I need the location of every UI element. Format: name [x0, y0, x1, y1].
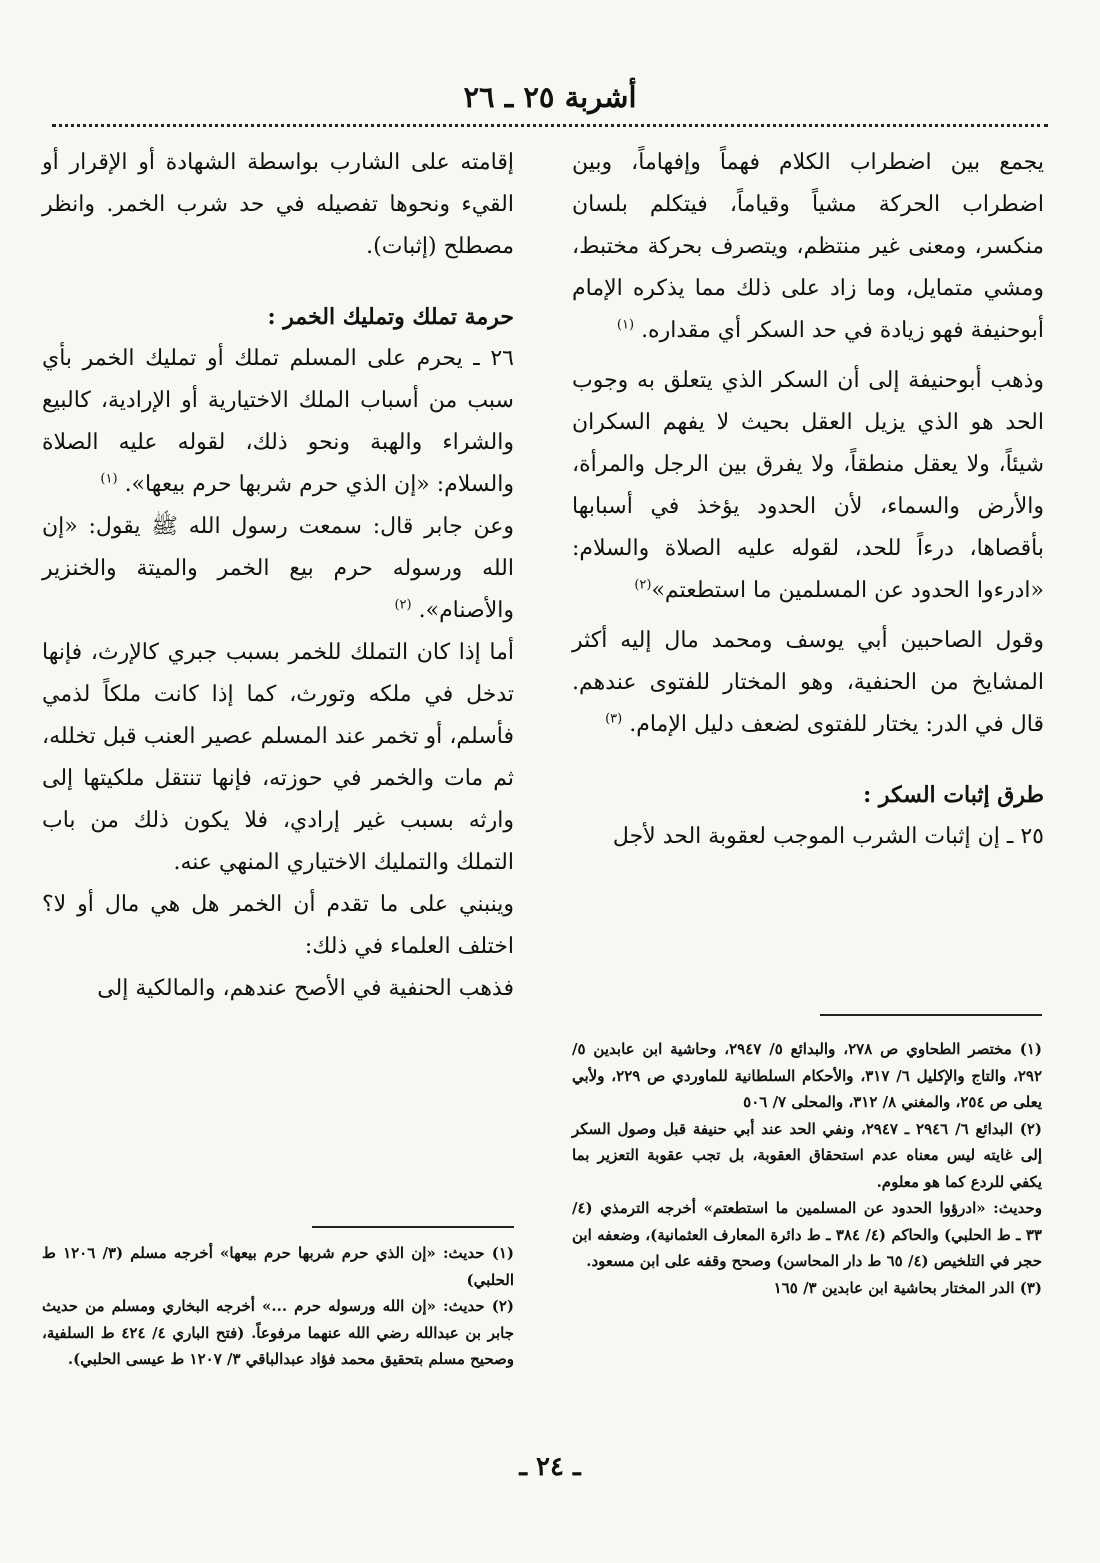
- footnote-divider-left: [312, 1226, 514, 1228]
- page-header: أشربة ٢٥ ـ ٢٦: [463, 80, 637, 114]
- right-paragraph-1-text: يجمع بين اضطراب الكلام فهماً وإفهاماً، وبين اضطراب الحركة مشياً وقياماً، فيتكلم بلسان منكسر، ومعنى غير منتظم، ويتصرف بحركة مختبط، ومشي متمايل، وما زاد على ذلك مما يذكره الإمام أبوحنيفة فهو زيادة في حد السكر أي مقداره.: [572, 150, 1044, 343]
- left-column: [42, 142, 514, 1010]
- section-heading-wine-ownership: حرمة تملك وتمليك الخمر :: [267, 304, 514, 330]
- footnote-left-1: (١) حديث: «إن الذي حرم شربها حرم بيعها» أخرجه مسلم (٣/ ١٢٠٦ ط الحلبي): [42, 1244, 514, 1289]
- left-paragraph-2-text: ٢٦ ـ يحرم على المسلم تملك أو تمليك الخمر بأي سبب من أسباب الملك الاختيارية أو الإرادية، كالبيع والشراء والهبة ونحو ذلك، لقوله عليه الصلاة والسلام: «إن الذي حرم شربها حرم بيعها».: [42, 346, 514, 497]
- footnotes-right: [572, 1036, 1042, 1301]
- right-paragraph-3: [572, 620, 1044, 746]
- left-paragraph-4: أما إذا كان التملك للخمر بسبب جبري كالإرث، فإنها تدخل في ملكه وتورث، كما إذا كانت ملكاً لذمي فأسلم، أو تخمر عند المسلم عصير العنب قبل تخلله، ثم مات والخمر في حوزته، فإنها تنتقل ملكيتها إلى وارثه بسبب غير إرادي، فلا يكون ذلك من باب التملك والتمليك الاختياري المنهي عنه.: [42, 640, 514, 875]
- footnote-ref: (٢): [394, 597, 412, 613]
- left-paragraph-6: فذهب الحنفية في الأصح عندهم، والمالكية إلى: [97, 976, 514, 1001]
- page-number: ـ ٢٤ ـ: [519, 1452, 581, 1482]
- footnote-divider-right: [820, 1014, 1042, 1016]
- footnote-ref: (٣): [605, 711, 623, 727]
- footnote-right-3: (٣) الدر المختار بحاشية ابن عابدين ٣/ ١٦٥: [773, 1278, 1042, 1297]
- right-paragraph-2-text: وذهب أبوحنيفة إلى أن السكر الذي يتعلق به وجوب الحد هو الذي يزيل العقل بحيث لا يفهم السكران شيئاً، ولا يعقل منطقاً، ولا يفرق بين الرجل والمرأة، والأرض والسماء، لأن الحدود يؤخذ في أسبابها بأقصاها، درءاً للحد، لقوله عليه الصلاة والسلام: «ادرءوا الحدود عن المسلمين ما استطعتم»: [572, 368, 1044, 603]
- left-paragraph-2: [42, 338, 514, 506]
- footnote-ref: (١): [100, 471, 118, 487]
- footnote-ref: (١): [616, 317, 635, 333]
- right-paragraph-3-text: وقول الصاحبين أبي يوسف ومحمد مال إليه أكثر المشايخ من الحنفية، وهو المختار للفتوى عندهم. قال في الدر: يختار للفتوى لضعف دليل الإمام.: [572, 628, 1044, 737]
- right-paragraph-2: [572, 360, 1044, 612]
- left-paragraph-1: إقامته على الشارب بواسطة الشهادة أو الإقرار أو القيء ونحوها تفصيله في حد شرب الخمر. وانظر مصطلح (إثبات).: [42, 150, 514, 259]
- footnote-ref: (٢): [634, 577, 652, 593]
- right-paragraph-4: ٢٥ ـ إن إثبات الشرب الموجب لعقوبة الحد لأجل: [612, 824, 1044, 849]
- section-heading-proof-of-intoxication: طرق إثبات السكر :: [863, 782, 1044, 808]
- right-column: [572, 142, 1044, 858]
- footnote-left-2: (٢) حديث: «إن الله ورسوله حرم ...» أخرجه البخاري ومسلم من حديث جابر بن عبدالله رضي الله عنهما مرفوعاً. (فتح الباري ٤/ ٤٢٤ ط السلفية، وصحيح مسلم بتحقيق محمد فؤاد عبدالباقي ٣/ ١٢٠٧ ط عيسى الحلبي).: [42, 1297, 514, 1368]
- footnotes-left: [42, 1240, 514, 1373]
- left-paragraph-3-text: وعن جابر قال: سمعت رسول الله ﷺ يقول: «إن الله ورسوله حرم بيع الخمر والميتة والخنزير والأصنام».: [42, 514, 514, 623]
- footnote-right-2-continued: وحديث: «ادرؤوا الحدود عن المسلمين ما استطعتم» أخرجه الترمذي (٤/ ٣٣ ـ ط الحلبي) والحاكم (٤/ ٣٨٤ ـ ط دائرة المعارف العثمانية)، وضعفه ابن حجر في التلخيص (٤/ ٦٥ ط دار المحاسن) وصحح وقفه على ابن مسعود.: [572, 1199, 1042, 1270]
- right-paragraph-1: [572, 142, 1044, 352]
- left-paragraph-3: [42, 506, 514, 632]
- footnote-right-1: (١) مختصر الطحاوي ص ٢٧٨، والبدائع ٥/ ٢٩٤٧، وحاشية ابن عابدين ٥/ ٢٩٢، والتاج والإكليل ٦/ ٣١٧، والأحكام السلطانية للماوردي ص ٢٢٩، ولأبي يعلى ص ٢٥٤، والمغني ٨/ ٣١٢، والمحلى ٧/ ٥٠٦: [572, 1040, 1043, 1111]
- left-paragraph-5: وينبني على ما تقدم أن الخمر هل هي مال أو لا؟ اختلف العلماء في ذلك:: [42, 892, 514, 959]
- header-divider: [52, 124, 1048, 127]
- footnote-right-2: (٢) البدائع ٦/ ٢٩٤٦ ـ ٢٩٤٧، ونفي الحد عند أبي حنيفة قبل وصول السكر إلى غايته ليس معناه عدم استحقاق العقوبة، بل تجب عقوبة التعزير بما يكفي للردع كما هو معلوم.: [572, 1119, 1043, 1191]
